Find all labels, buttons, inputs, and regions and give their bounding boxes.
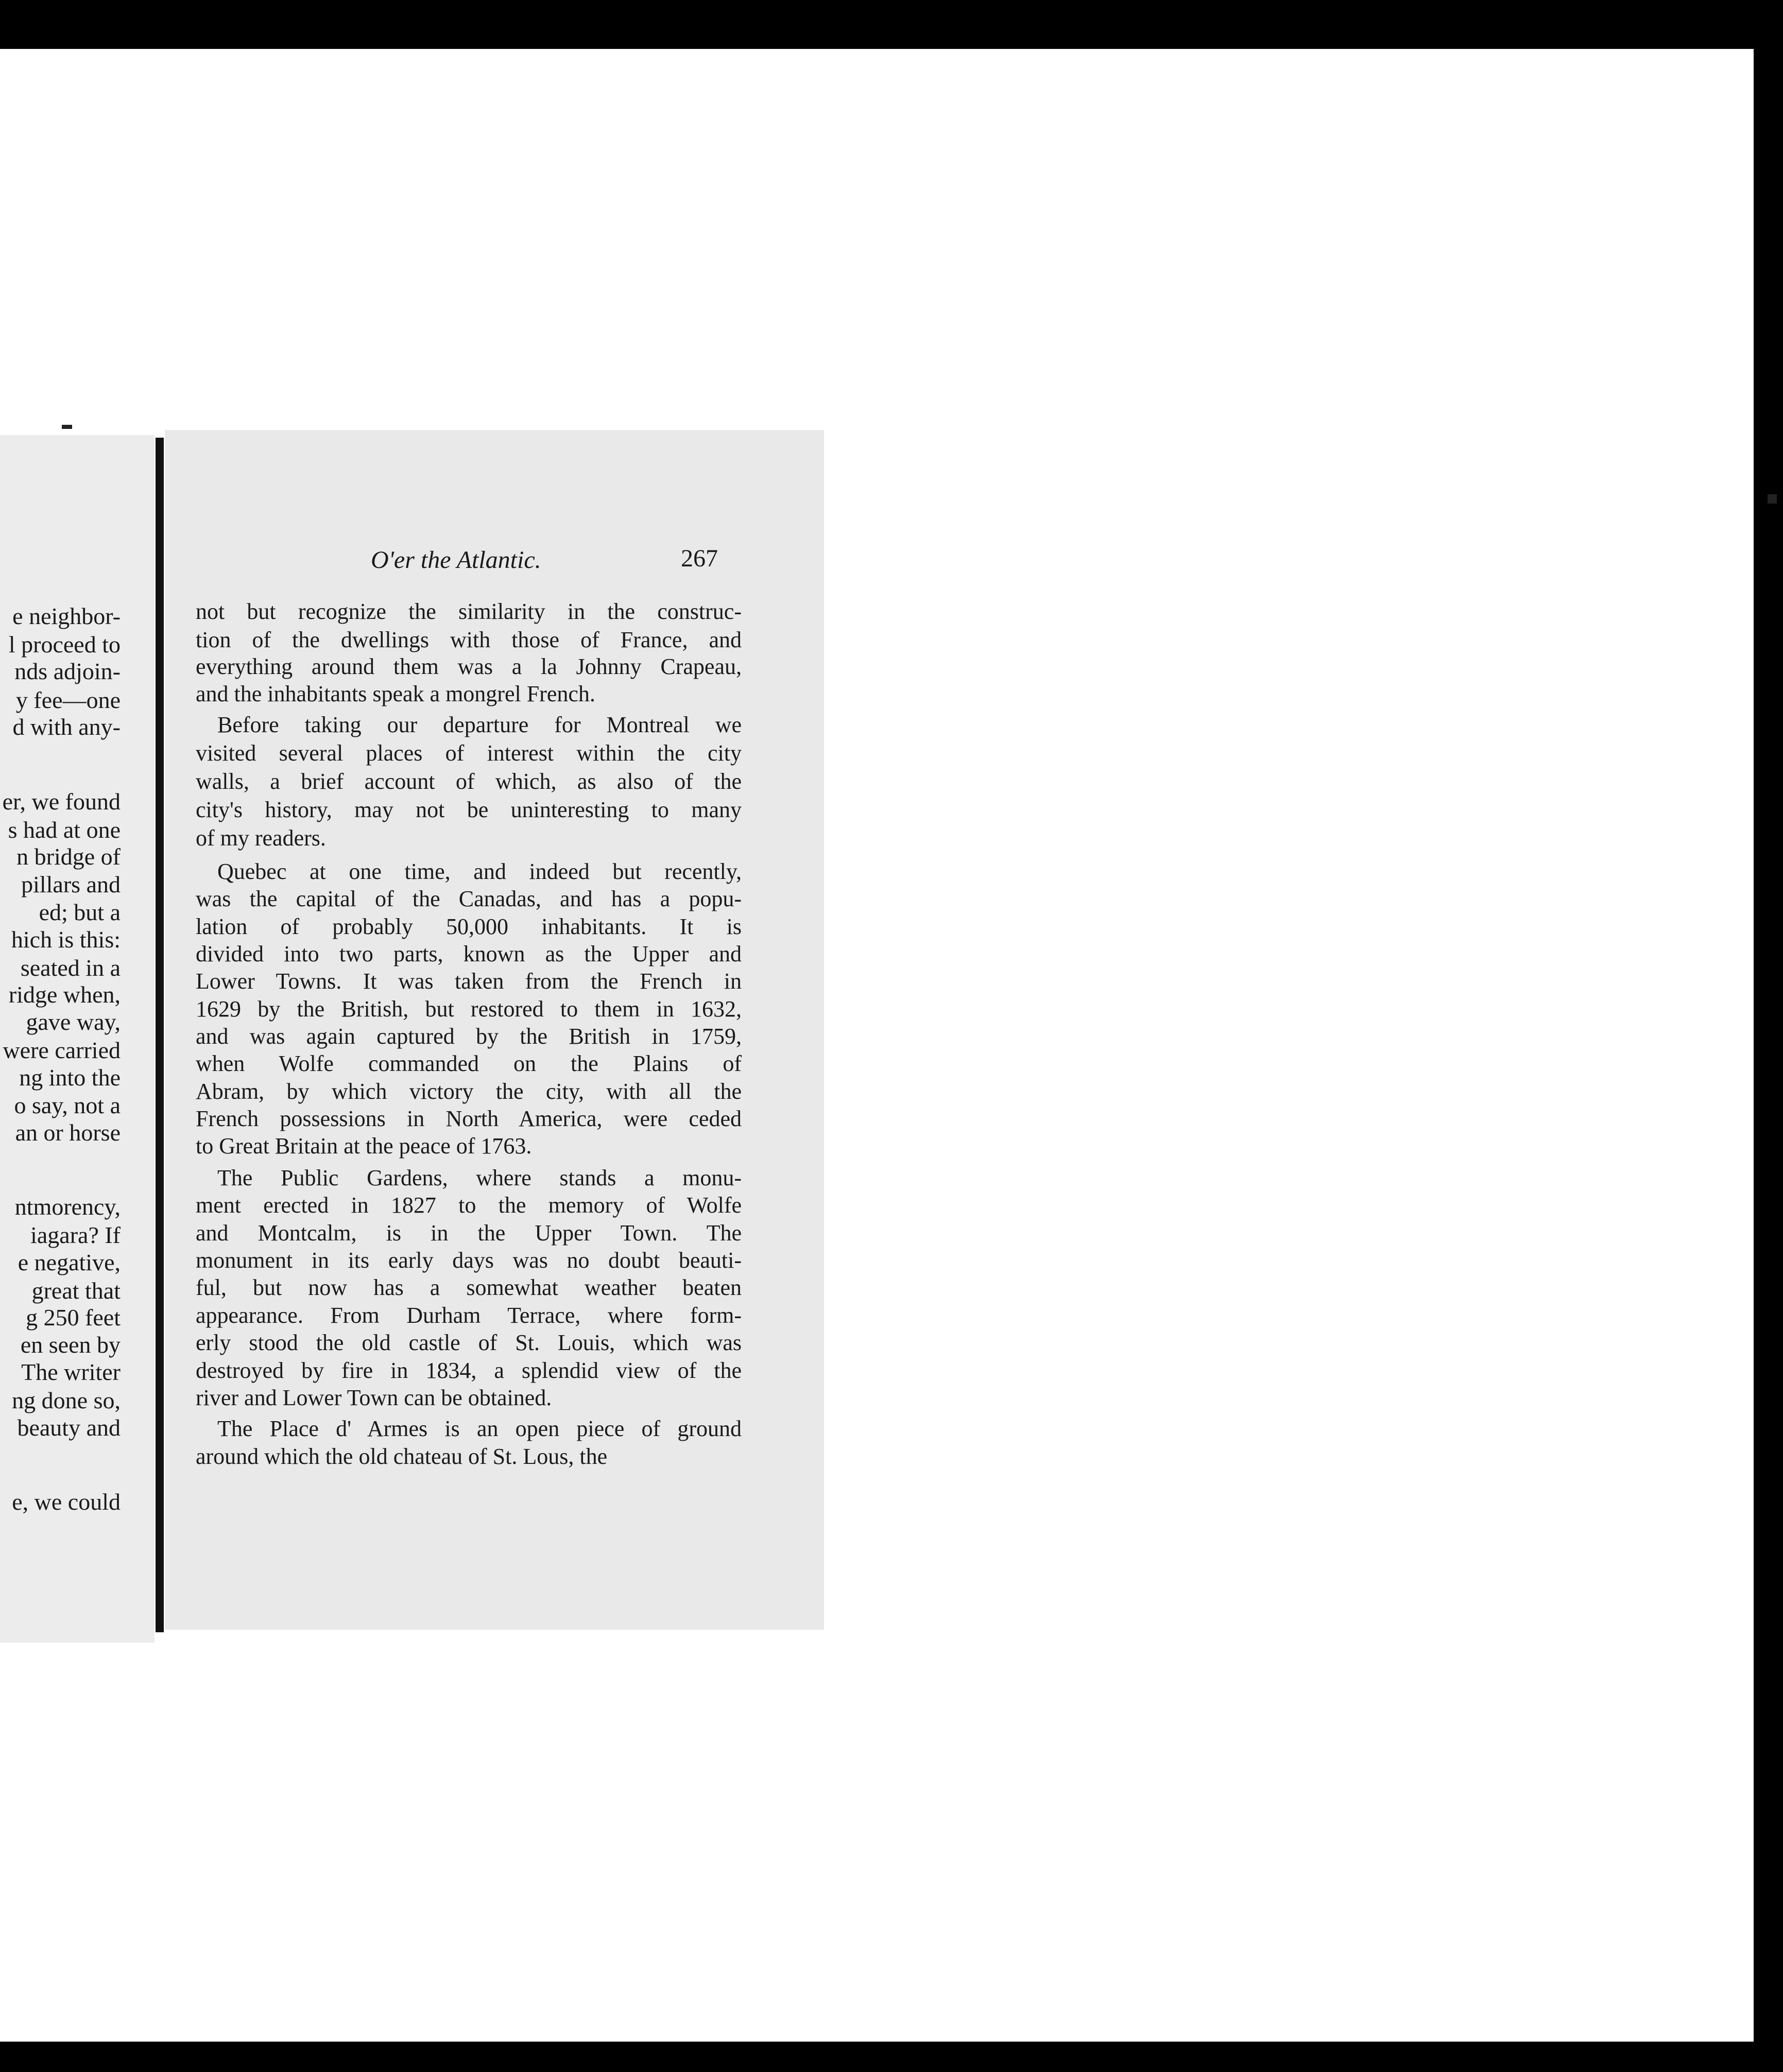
left-page-line: ntmorency,: [14, 1194, 121, 1220]
left-page-line: pillars and: [21, 871, 121, 897]
text-line: when Wolfe commanded on the Plains of: [196, 1051, 742, 1076]
text-line: appearance. From Durham Terrace, where form-: [196, 1303, 742, 1328]
text-line: of my readers.: [196, 825, 326, 851]
left-page-line: en seen by: [20, 1332, 121, 1358]
left-page-line: l proceed to: [8, 631, 121, 658]
left-page-line: hich is this:: [11, 926, 121, 953]
left-page-line: ng into the: [19, 1064, 121, 1091]
text-line: tion of the dwellings with those of France, and: [196, 627, 742, 652]
text-line: walls, a brief account of which, as also of the: [196, 769, 742, 794]
left-page-line: s had at one: [8, 817, 121, 843]
text-line: to Great Britain at the peace of 1763.: [196, 1133, 532, 1159]
text-line: everything around them was a la Johnny Crapeau,: [196, 654, 742, 679]
left-page-line: gave way,: [26, 1009, 121, 1035]
left-page-line: g 250 feet: [26, 1304, 121, 1331]
text-line: and the inhabitants speak a mongrel French.: [196, 681, 595, 706]
left-page-line: o say, not a: [14, 1092, 121, 1118]
left-page-line: er, we found: [2, 788, 121, 815]
text-line: ment erected in 1827 to the memory of Wolfe: [196, 1193, 742, 1218]
left-page-line: an or horse: [15, 1119, 121, 1146]
right-page: [165, 430, 824, 1630]
left-page-line: e, we could: [12, 1489, 121, 1515]
left-page-line: great that: [31, 1277, 121, 1304]
scan-mark: [62, 425, 72, 429]
text-line: French possessions in North America, were ceded: [196, 1106, 742, 1131]
text-line: around which the old chateau of St. Lous, the: [196, 1444, 608, 1469]
text-line: Abram, by which victory the city, with all the: [196, 1079, 742, 1104]
text-line: was the capital of the Canadas, and has a popu-: [196, 886, 742, 911]
text-line: ful, but now has a somewhat weather beaten: [196, 1275, 742, 1300]
left-page-line: e neighbor-: [12, 603, 121, 629]
left-page-line: seated in a: [20, 955, 121, 981]
left-page-line: beauty and: [17, 1414, 121, 1441]
text-line: erly stood the old castle of St. Louis, which was: [196, 1330, 742, 1355]
text-line: visited several places of interest within the city: [196, 740, 742, 766]
left-page-line: The writer: [21, 1359, 121, 1385]
text-line: not but recognize the similarity in the construc-: [196, 599, 742, 624]
left-page-line: n bridge of: [16, 843, 121, 870]
paragraph-first-line: The Place d' Armes is an open piece of ground: [217, 1416, 742, 1441]
left-page-line: ridge when,: [8, 981, 121, 1008]
text-line: Lower Towns. It was taken from the French in: [196, 969, 742, 994]
left-page: [0, 435, 155, 1643]
left-page-line: d with any-: [12, 714, 121, 740]
page-number: 267: [681, 545, 718, 572]
text-line: destroyed by fire in 1834, a splendid view of the: [196, 1358, 742, 1383]
left-page-line: ng done so,: [12, 1387, 121, 1413]
text-line: river and Lower Town can be obtained.: [196, 1385, 552, 1410]
text-line: monument in its early days was no doubt beauti-: [196, 1248, 742, 1273]
binding-gutter: [156, 438, 164, 1632]
left-page-line: were carried: [3, 1037, 121, 1063]
text-line: and Montcalm, is in the Upper Town. The: [196, 1220, 742, 1246]
paragraph-first-line: Quebec at one time, and indeed but recently,: [217, 859, 742, 884]
left-page-line: nds adjoin-: [14, 658, 121, 684]
left-page-line: e negative,: [18, 1249, 121, 1275]
scan-mark: [1768, 494, 1777, 504]
text-line: lation of probably 50,000 inhabitants. It is: [196, 914, 742, 939]
paragraph-first-line: Before taking our departure for Montreal we: [217, 712, 742, 737]
text-line: 1629 by the British, but restored to them in 1632,: [196, 996, 742, 1022]
running-title: O'er the Atlantic.: [371, 546, 541, 574]
text-line: divided into two parts, known as the Upper and: [196, 941, 742, 966]
left-page-line: y fee—one: [15, 687, 121, 713]
text-line: and was again captured by the British in 1759,: [196, 1024, 742, 1049]
left-page-line: ed; but a: [39, 899, 121, 925]
text-line: city's history, may not be uninteresting to many: [196, 797, 742, 822]
left-page-line: iagara? If: [30, 1222, 121, 1248]
paragraph-first-line: The Public Gardens, where stands a monu-: [217, 1165, 742, 1190]
